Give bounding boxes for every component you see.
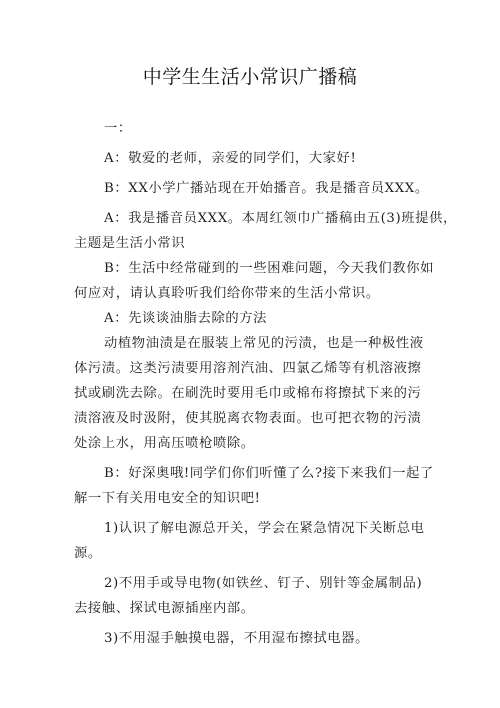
list-item: 2)不用手或导电物(如铁丝、钉子、别针等金属制品) — [104, 576, 423, 591]
list-item: 3)不用湿手触摸电器，不用湿布擦拭电器。 — [104, 631, 369, 646]
dialogue-line: B：生活中经常碰到的一些困难问题，今天我们教你如 — [104, 261, 434, 276]
dialogue-line-continuation: 解一下有关用电安全的知识吧! — [74, 491, 261, 506]
list-item: 1)认识了解电源总开关，学会在紧急情况下关断总电 — [104, 521, 425, 536]
dialogue-line: B：好深奥哦!同学们你们听懂了么?接下来我们一起了 — [104, 466, 434, 481]
dialogue-line-continuation: 主题是生活小常识 — [74, 236, 186, 251]
body-line: 体污渍。这类污渍要用溶剂汽油、四氯乙烯等有机溶液擦 — [74, 361, 422, 376]
body-line: 渍溶液及时汲附，使其脱离衣物表面。也可把衣物的污渍 — [74, 411, 422, 426]
dialogue-line: A：敬爱的老师，亲爱的同学们，大家好! — [104, 151, 357, 166]
body-line: 拭或刷洗去除。在刷洗时要用毛巾或棉布将擦拭下来的污 — [74, 386, 422, 401]
list-item-continuation: 去接触、探试电源插座内部。 — [74, 601, 255, 616]
dialogue-line: B：XX小学广播站现在开始播音。我是播音员XXX。 — [104, 181, 429, 196]
dialogue-line: A：先谈谈油脂去除的方法 — [104, 311, 268, 326]
body-line: 处涂上水，用高压喷枪喷除。 — [74, 436, 255, 451]
section-heading: 一： — [104, 121, 132, 136]
list-item-continuation: 源。 — [74, 546, 102, 561]
dialogue-line: A：我是播音员XXX。本周红领巾广播稿由五(3)班提供， — [104, 211, 457, 226]
dialogue-line-continuation: 何应对，请认真聆听我们给你带来的生活小常识。 — [74, 286, 380, 301]
document-title: 中学生生活小常识广播稿 — [142, 66, 358, 88]
body-line: 动植物油渍是在服装上常见的污渍，也是一种极性液 — [104, 336, 424, 351]
